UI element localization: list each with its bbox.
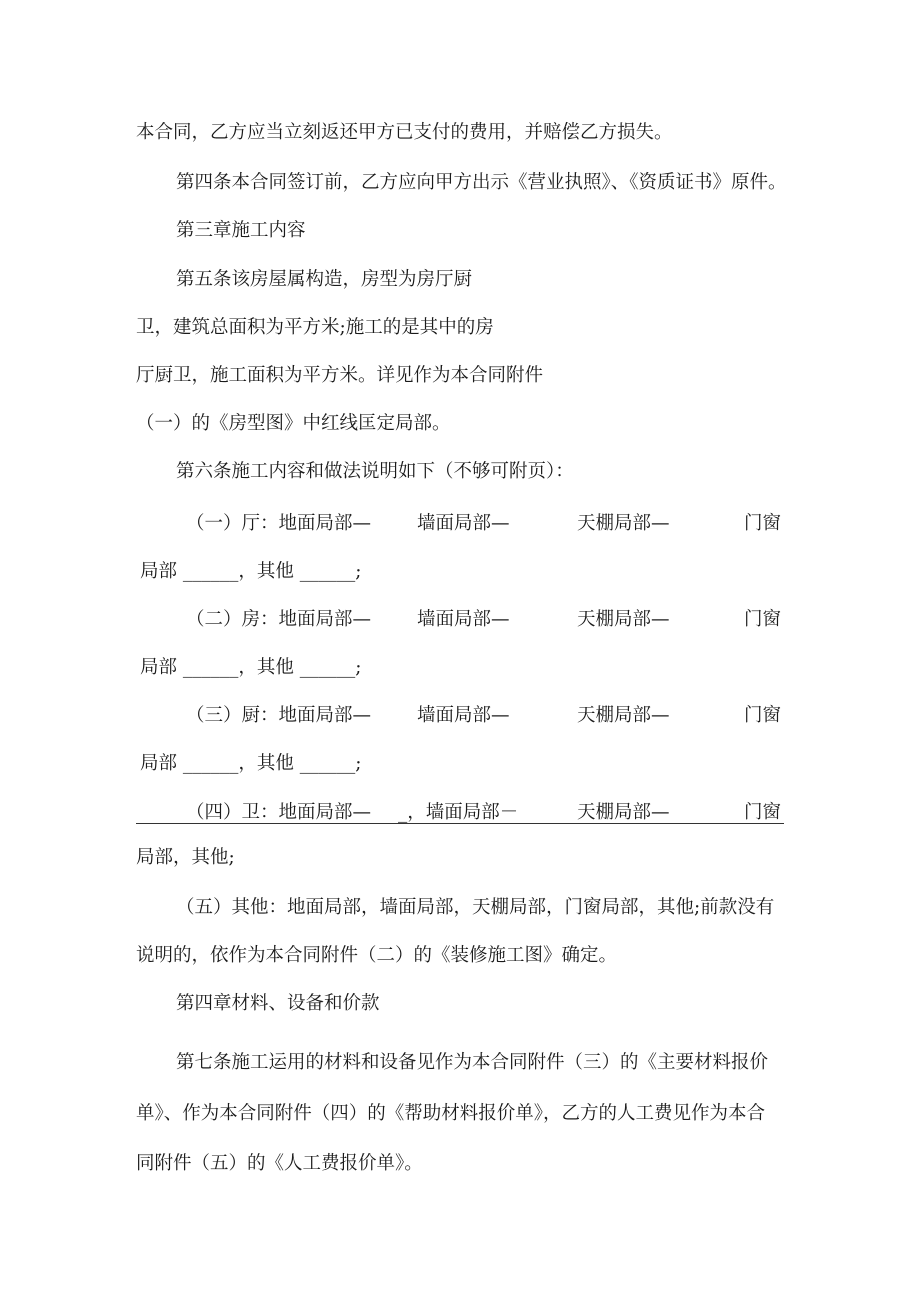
text-line: 厅厨卫，施工面积为平方米。详见作为本合同附件	[136, 365, 544, 386]
text-line: 同附件（五）的《人工费报价单》。	[136, 1153, 423, 1174]
text-line: 第五条该房屋属构造，房型为房厅厨	[176, 269, 473, 290]
text-line: 说明的，依作为本合同附件（二）的《装修施工图》确定。	[136, 945, 618, 966]
fill-line: 局部，其他;	[136, 847, 235, 868]
chapter-heading: 第三章施工内容	[176, 220, 306, 241]
room-ceiling-item: 天棚局部—	[577, 802, 670, 823]
fill-line: 局部 ______，其他 ______;	[140, 657, 362, 678]
room-floor-item: （一）厅：地面局部—	[186, 513, 372, 534]
room-ceiling-item: 天棚局部—	[577, 513, 670, 534]
text-line: 卫，建筑总面积为平方米;施工的是其中的房	[136, 317, 494, 338]
room-wall-item: _，墙面局部－	[398, 802, 519, 823]
room-door-item: 门窗	[744, 802, 782, 823]
chapter-heading: 第四章材料、设备和价款	[176, 993, 380, 1014]
room-floor-item: （四）卫：地面局部—	[186, 802, 372, 823]
text-line: 第四条本合同签订前，乙方应向甲方出示《营业执照》、《资质证书》原件。	[176, 172, 787, 193]
room-wall-item: 墙面局部—	[417, 513, 510, 534]
room-ceiling-item: 天棚局部—	[577, 609, 670, 630]
room-floor-item: （三）厨：地面局部—	[186, 705, 372, 726]
room-wall-item: 墙面局部—	[417, 705, 510, 726]
fill-line: 局部 ______，其他 ______;	[140, 561, 362, 582]
text-line: （五）其他：地面局部，墙面局部，天棚局部，门窗局部，其他;前款没有	[176, 897, 775, 918]
room-wall-item: 墙面局部—	[417, 609, 510, 630]
room-ceiling-item: 天棚局部—	[577, 705, 670, 726]
text-line: （一）的《房型图》中红线匡定局部。	[136, 413, 451, 434]
text-line: 第七条施工运用的材料和设备见作为本合同附件（三）的《主要材料报价	[176, 1052, 769, 1073]
room-floor-item: （二）房：地面局部—	[186, 609, 372, 630]
room-door-item: 门窗	[744, 513, 782, 534]
text-line: 本合同，乙方应当立刻返还甲方已支付的费用，并赔偿乙方损失。	[136, 122, 673, 143]
fill-line: 局部 ______，其他 ______;	[140, 753, 362, 774]
room-door-item: 门窗	[744, 609, 782, 630]
text-line: 第六条施工内容和做法说明如下（不够可附页）：	[176, 461, 574, 482]
underline-rule	[136, 823, 784, 824]
text-line: 单》、作为本合同附件（四）的《帮助材料报价单》，乙方的人工费见作为本合	[136, 1103, 766, 1124]
room-door-item: 门窗	[744, 705, 782, 726]
